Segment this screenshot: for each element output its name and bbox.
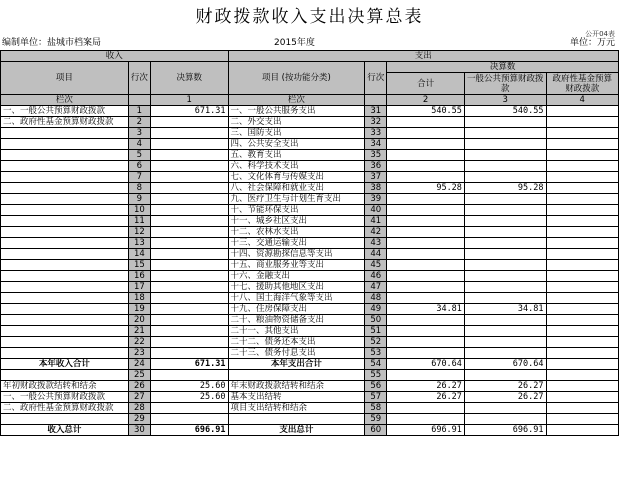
income-line: 30 (128, 425, 150, 436)
currency-unit: 单位：万元 (569, 38, 615, 48)
expense-line: 53 (365, 348, 387, 359)
income-item (1, 282, 129, 293)
table-row (1, 326, 619, 337)
income-item (1, 326, 129, 337)
table-row (1, 392, 619, 403)
expense-general (464, 337, 546, 348)
income-item (1, 216, 129, 227)
expense-general (464, 282, 546, 293)
income-line: 2 (128, 117, 150, 128)
table-row (1, 139, 619, 150)
col-label: 栏次 (1, 95, 129, 106)
table-row (1, 271, 619, 282)
expense-line: 41 (365, 216, 387, 227)
expense-line: 38 (365, 183, 387, 194)
table-row (1, 227, 619, 238)
expense-total: 670.64 (387, 359, 465, 370)
expense-general (464, 205, 546, 216)
expense-total (387, 271, 465, 282)
income-amount (150, 128, 228, 139)
income-line: 21 (128, 326, 150, 337)
expense-line: 54 (365, 359, 387, 370)
item-header: 项目 (1, 62, 129, 95)
income-item (1, 161, 129, 172)
expense-total (387, 194, 465, 205)
expense-total (387, 161, 465, 172)
expense-line: 39 (365, 194, 387, 205)
expense-item: 九、医疗卫生与计划生育支出 (228, 194, 365, 205)
expense-general (464, 150, 546, 161)
expense-line: 40 (365, 205, 387, 216)
income-amount (150, 315, 228, 326)
income-line: 29 (128, 414, 150, 425)
income-item (1, 293, 129, 304)
expense-total: 540.55 (387, 106, 465, 117)
income-amount: 671.31 (150, 106, 228, 117)
expense-item: 基本支出结转 (228, 392, 365, 403)
income-line: 7 (128, 172, 150, 183)
income-line: 3 (128, 128, 150, 139)
income-item: 收入总计 (1, 425, 129, 436)
expense-line: 44 (365, 249, 387, 260)
expense-item: 二十、粮油物资储备支出 (228, 315, 365, 326)
expense-general: 540.55 (464, 106, 546, 117)
income-item: 二、政府性基金预算财政拨款 (1, 117, 129, 128)
expense-line: 58 (365, 403, 387, 414)
expense-total: 26.27 (387, 381, 465, 392)
table-row (1, 172, 619, 183)
expense-line: 37 (365, 172, 387, 183)
income-item (1, 205, 129, 216)
expense-fund (546, 150, 619, 161)
table-row (1, 205, 619, 216)
table-row (1, 293, 619, 304)
table-row (1, 106, 619, 117)
table-row (1, 282, 619, 293)
expense-item (228, 414, 365, 425)
table-row (1, 414, 619, 425)
income-item (1, 414, 129, 425)
expense-general: 670.64 (464, 359, 546, 370)
expense-total (387, 227, 465, 238)
expense-item: 三、国防支出 (228, 128, 365, 139)
table-row (1, 359, 619, 370)
expense-fund (546, 216, 619, 227)
expense-line: 31 (365, 106, 387, 117)
expense-total (387, 172, 465, 183)
expense-general (464, 260, 546, 271)
expense-general (464, 216, 546, 227)
expense-fund (546, 183, 619, 194)
table-row (1, 315, 619, 326)
expense-total (387, 315, 465, 326)
final-header: 决算数 (387, 62, 619, 73)
line-header-right: 行次 (365, 62, 387, 95)
table-row (1, 337, 619, 348)
expense-total (387, 216, 465, 227)
expense-item: 二、外交支出 (228, 117, 365, 128)
expense-total (387, 150, 465, 161)
col-1: 1 (150, 95, 228, 106)
expense-fund (546, 392, 619, 403)
expense-general (464, 227, 546, 238)
income-line: 23 (128, 348, 150, 359)
income-line: 5 (128, 150, 150, 161)
expense-total (387, 337, 465, 348)
table-row (1, 348, 619, 359)
expense-item: 十五、商业服务业等支出 (228, 260, 365, 271)
expense-line: 42 (365, 227, 387, 238)
expense-item: 年末财政拨款结转和结余 (228, 381, 365, 392)
income-line: 13 (128, 238, 150, 249)
expense-total: 696.91 (387, 425, 465, 436)
expense-line: 47 (365, 282, 387, 293)
income-amount (150, 161, 228, 172)
expense-total: 34.81 (387, 304, 465, 315)
expense-total: 95.28 (387, 183, 465, 194)
income-amount (150, 194, 228, 205)
expense-total (387, 370, 465, 381)
expense-fund (546, 271, 619, 282)
expense-fund (546, 260, 619, 271)
income-line: 25 (128, 370, 150, 381)
expense-fund (546, 117, 619, 128)
expense-item: 五、教育支出 (228, 150, 365, 161)
expense-item: 二十三、债务付息支出 (228, 348, 365, 359)
expense-general (464, 271, 546, 282)
income-item: 本年收入合计 (1, 359, 129, 370)
expense-line: 57 (365, 392, 387, 403)
budget-table (0, 50, 619, 436)
expense-line: 52 (365, 337, 387, 348)
income-item (1, 227, 129, 238)
expense-fund (546, 172, 619, 183)
form-code: 公开04表 (585, 30, 615, 38)
expense-fund (546, 315, 619, 326)
table-row (1, 403, 619, 414)
expense-fund (546, 249, 619, 260)
expense-line: 45 (365, 260, 387, 271)
expense-line: 59 (365, 414, 387, 425)
income-amount (150, 238, 228, 249)
income-item (1, 172, 129, 183)
income-item: 一、一般公共预算财政拨款 (1, 392, 129, 403)
general-budget-header: 一般公共预算财政拨款 (464, 73, 546, 95)
expense-item: 八、社会保障和就业支出 (228, 183, 365, 194)
income-amount (150, 348, 228, 359)
income-amount (150, 249, 228, 260)
table-row (1, 425, 619, 436)
expense-general (464, 293, 546, 304)
expense-general (464, 194, 546, 205)
income-amount: 25.60 (150, 381, 228, 392)
table-row (1, 249, 619, 260)
expense-line: 55 (365, 370, 387, 381)
expense-general: 26.27 (464, 381, 546, 392)
income-item (1, 238, 129, 249)
col-label-line-right (365, 95, 387, 106)
expense-general (464, 117, 546, 128)
table-row (1, 260, 619, 271)
income-amount (150, 370, 228, 381)
expense-total (387, 403, 465, 414)
table-row (1, 381, 619, 392)
compiling-unit: 编制单位：盐城市档案局 (2, 38, 102, 48)
income-line: 27 (128, 392, 150, 403)
income-amount (150, 293, 228, 304)
table-row (1, 304, 619, 315)
expense-fund (546, 139, 619, 150)
expense-general (464, 128, 546, 139)
expense-fund (546, 381, 619, 392)
expense-item (228, 370, 365, 381)
expense-line: 51 (365, 326, 387, 337)
expense-fund (546, 161, 619, 172)
col-label-right: 栏次 (228, 95, 365, 106)
expense-total (387, 117, 465, 128)
table-row (1, 150, 619, 161)
expense-total (387, 348, 465, 359)
expense-line: 46 (365, 271, 387, 282)
income-line: 11 (128, 216, 150, 227)
expense-line: 60 (365, 425, 387, 436)
expense-general (464, 238, 546, 249)
expense-fund (546, 227, 619, 238)
expense-fund (546, 403, 619, 414)
income-line: 14 (128, 249, 150, 260)
income-item (1, 337, 129, 348)
total-header: 合计 (387, 73, 465, 95)
expense-total (387, 238, 465, 249)
expense-fund (546, 326, 619, 337)
income-item (1, 183, 129, 194)
income-line: 20 (128, 315, 150, 326)
expense-item: 十四、资源勘探信息等支出 (228, 249, 365, 260)
income-line: 22 (128, 337, 150, 348)
expense-item: 支出总计 (228, 425, 365, 436)
expense-fund (546, 205, 619, 216)
table-row (1, 238, 619, 249)
income-line: 9 (128, 194, 150, 205)
income-item (1, 271, 129, 282)
income-amount (150, 227, 228, 238)
expense-fund (546, 414, 619, 425)
expense-general: 34.81 (464, 304, 546, 315)
expense-total (387, 139, 465, 150)
income-amount (150, 326, 228, 337)
income-item (1, 139, 129, 150)
expense-fund (546, 337, 619, 348)
income-line: 12 (128, 227, 150, 238)
income-item: 二、政府性基金预算财政拨款 (1, 403, 129, 414)
expense-fund (546, 106, 619, 117)
expense-general (464, 326, 546, 337)
income-line: 10 (128, 205, 150, 216)
expense-line: 56 (365, 381, 387, 392)
expense-item: 二十一、其他支出 (228, 326, 365, 337)
expense-total (387, 326, 465, 337)
income-item (1, 348, 129, 359)
expense-item: 十三、交通运输支出 (228, 238, 365, 249)
expense-item: 十八、国土海洋气象等支出 (228, 293, 365, 304)
income-line: 28 (128, 403, 150, 414)
income-item (1, 128, 129, 139)
expense-line: 32 (365, 117, 387, 128)
income-item (1, 260, 129, 271)
expense-line: 43 (365, 238, 387, 249)
income-amount (150, 304, 228, 315)
income-line: 24 (128, 359, 150, 370)
income-line: 6 (128, 161, 150, 172)
income-amount (150, 260, 228, 271)
income-amount (150, 117, 228, 128)
table-row (1, 216, 619, 227)
col-4: 4 (546, 95, 619, 106)
col-2: 2 (387, 95, 465, 106)
expense-fund (546, 425, 619, 436)
income-amount: 671.31 (150, 359, 228, 370)
expense-fund (546, 128, 619, 139)
income-amount (150, 183, 228, 194)
expense-total (387, 205, 465, 216)
expense-general: 696.91 (464, 425, 546, 436)
income-amount (150, 282, 228, 293)
expense-item: 项目支出结转和结余 (228, 403, 365, 414)
expense-total (387, 282, 465, 293)
expense-fund (546, 304, 619, 315)
expense-line: 36 (365, 161, 387, 172)
expense-total (387, 293, 465, 304)
fund-budget-header: 政府性基金预算财政拨款 (546, 73, 619, 95)
income-line: 17 (128, 282, 150, 293)
expense-general (464, 414, 546, 425)
income-item (1, 370, 129, 381)
expense-line: 50 (365, 315, 387, 326)
expense-item: 十二、农林水支出 (228, 227, 365, 238)
expense-item: 十、节能环保支出 (228, 205, 365, 216)
expense-general (464, 403, 546, 414)
expense-item: 十六、金融支出 (228, 271, 365, 282)
item-func-header: 项目 (按功能分类) (228, 62, 365, 95)
table-row (1, 161, 619, 172)
expense-line: 48 (365, 293, 387, 304)
expense-fund (546, 348, 619, 359)
table-row (1, 128, 619, 139)
income-line: 19 (128, 304, 150, 315)
table-row (1, 117, 619, 128)
income-line: 18 (128, 293, 150, 304)
income-line: 16 (128, 271, 150, 282)
income-amount: 696.91 (150, 425, 228, 436)
income-header: 收入 (1, 51, 229, 62)
expense-general (464, 370, 546, 381)
table-row (1, 194, 619, 205)
expense-item: 六、科学技术支出 (228, 161, 365, 172)
expense-item: 本年支出合计 (228, 359, 365, 370)
col-label-line (128, 95, 150, 106)
income-line: 1 (128, 106, 150, 117)
expense-general (464, 249, 546, 260)
income-amount (150, 205, 228, 216)
income-amount (150, 172, 228, 183)
expense-total: 26.27 (387, 392, 465, 403)
income-amount (150, 139, 228, 150)
income-item: 年初财政拨款结转和结余 (1, 381, 129, 392)
expense-line: 34 (365, 139, 387, 150)
expense-general (464, 161, 546, 172)
expense-item: 四、公共安全支出 (228, 139, 365, 150)
expense-item: 十一、城乡社区支出 (228, 216, 365, 227)
amount-header: 决算数 (150, 62, 228, 95)
income-item: 一、一般公共预算财政拨款 (1, 106, 129, 117)
expense-total (387, 249, 465, 260)
expense-line: 35 (365, 150, 387, 161)
expense-item: 七、文化体育与传媒支出 (228, 172, 365, 183)
expense-header: 支出 (228, 51, 619, 62)
income-item (1, 194, 129, 205)
income-amount (150, 150, 228, 161)
expense-general: 95.28 (464, 183, 546, 194)
expense-item: 二十二、债务还本支出 (228, 337, 365, 348)
income-line: 4 (128, 139, 150, 150)
expense-general (464, 172, 546, 183)
income-line: 26 (128, 381, 150, 392)
income-amount (150, 216, 228, 227)
report-title: 财政拨款收入支出决算总表 (195, 7, 424, 27)
report-year: 2015年度 (274, 38, 315, 48)
expense-item: 一、一般公共服务支出 (228, 106, 365, 117)
line-header: 行次 (128, 62, 150, 95)
income-amount (150, 337, 228, 348)
expense-line: 49 (365, 304, 387, 315)
expense-general (464, 348, 546, 359)
income-amount (150, 403, 228, 414)
income-amount: 25.60 (150, 392, 228, 403)
expense-fund (546, 293, 619, 304)
expense-total (387, 260, 465, 271)
expense-fund (546, 194, 619, 205)
expense-item: 十九、住房保障支出 (228, 304, 365, 315)
expense-line: 33 (365, 128, 387, 139)
table-row (1, 183, 619, 194)
income-item (1, 249, 129, 260)
expense-fund (546, 238, 619, 249)
expense-general (464, 139, 546, 150)
expense-fund (546, 359, 619, 370)
expense-fund (546, 282, 619, 293)
expense-item: 十七、援助其他地区支出 (228, 282, 365, 293)
expense-fund (546, 370, 619, 381)
expense-general (464, 315, 546, 326)
income-item (1, 304, 129, 315)
income-item (1, 150, 129, 161)
income-amount (150, 271, 228, 282)
income-line: 8 (128, 183, 150, 194)
table-row (1, 370, 619, 381)
income-amount (150, 414, 228, 425)
income-item (1, 315, 129, 326)
income-line: 15 (128, 260, 150, 271)
expense-total (387, 414, 465, 425)
expense-total (387, 128, 465, 139)
expense-general: 26.27 (464, 392, 546, 403)
col-3: 3 (464, 95, 546, 106)
